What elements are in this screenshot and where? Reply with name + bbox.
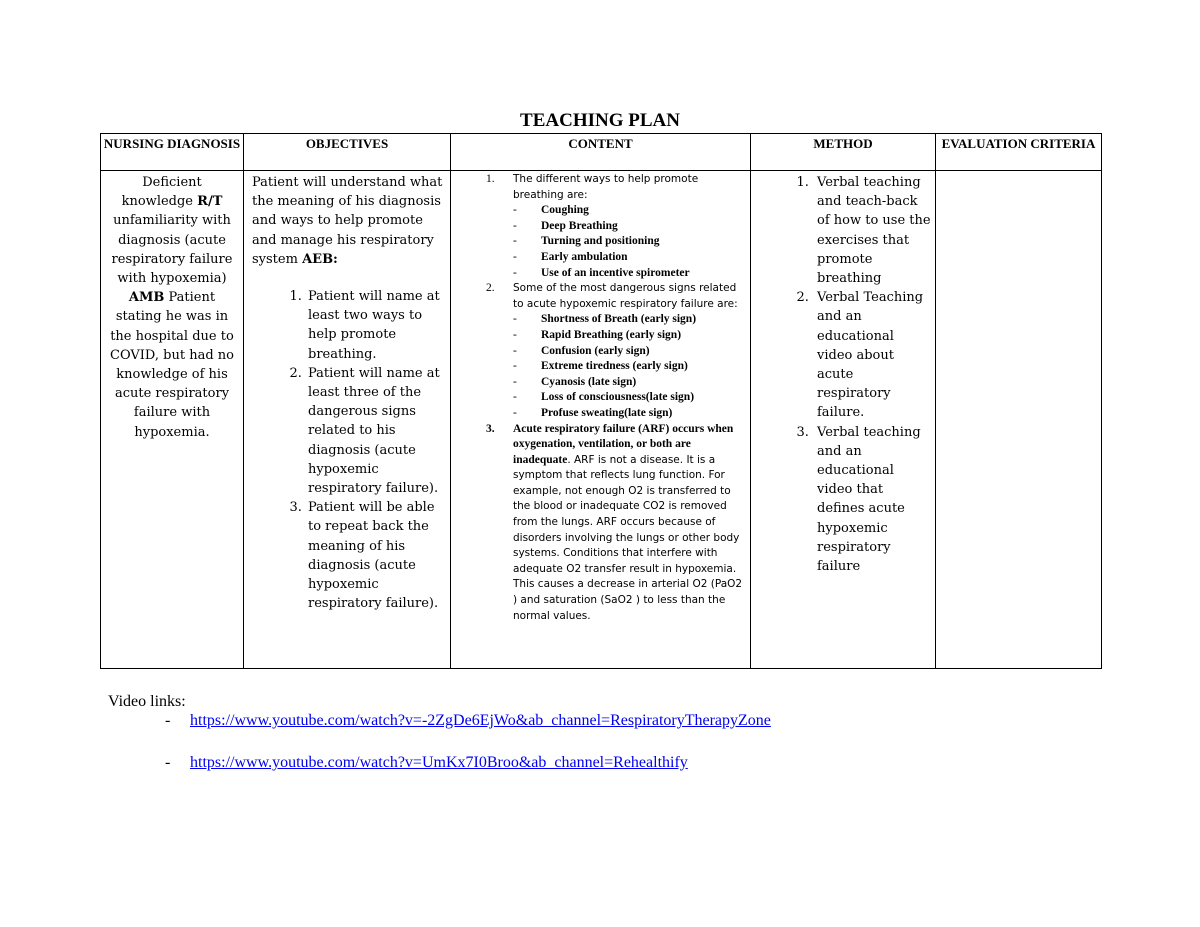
content-cell <box>451 171 751 669</box>
header-method: METHOD <box>751 134 936 171</box>
bullet-dash: - <box>165 712 171 729</box>
list-item: - Extreme tiredness (early sign) <box>513 360 688 373</box>
content-item-2 <box>486 281 746 421</box>
method-list <box>755 173 931 576</box>
content-item-3-text: . ARF is not a disease. It is a symptom that reflects lung function. For example, not enough O2 is transferred to the blood or inadequate CO2 is removed from the lungs. ARF occurs because of disorders involving the lungs or other body systems. Conditions that interfere with adequate O2 transfer result in hypoxemia. This causes a decrease in arterial O2 (PaO2 ) and saturation (SaO2 ) to less than the normal values. <box>513 453 743 622</box>
header-objectives: OBJECTIVES <box>244 134 451 171</box>
danger-signs-list <box>513 312 746 421</box>
objectives-list <box>252 287 446 613</box>
video-link-1[interactable]: https://www.youtube.com/watch?v=-2ZgDe6EjWo&ab_channel=RespiratoryTherapyZone <box>190 712 771 729</box>
content-list <box>457 172 746 624</box>
breathing-ways-list <box>513 203 746 281</box>
list-item: - Loss of consciousness(late sign) <box>513 391 695 404</box>
list-item: - Deep Breathing <box>513 219 618 232</box>
list-item: - Cyanosis (late sign) <box>513 375 637 388</box>
diagnosis-cell <box>101 171 244 669</box>
list-item: - Use of an incentive spirometer <box>513 266 690 279</box>
list-item: - Coughing <box>513 204 589 217</box>
page-title: TEACHING PLAN <box>520 110 680 131</box>
content-number: 3. <box>486 422 495 435</box>
list-item: 2. Patient will name at least three of the dangerous signs related to his diagnosis (acute hypoxemic respiratory failure). <box>306 364 446 498</box>
diagnosis-text-3: Patient stating he was in the hospital due to COVID, but had no knowledge of his acute respiratory failure with hypoxemia. <box>110 290 234 440</box>
method-cell <box>751 171 936 669</box>
diagnosis-text-2: unfamiliarity with diagnosis (acute respiratory failure with hypoxemia) <box>111 213 233 287</box>
header-nursing-diagnosis: NURSING DIAGNOSIS <box>101 134 244 171</box>
header-content: CONTENT <box>451 134 751 171</box>
list-item: 1. Verbal teaching and teach-back of how to use the exercises that promote breathing <box>813 173 931 288</box>
video-link-2[interactable]: https://www.youtube.com/watch?v=UmKx7I0Broo&ab_channel=Rehealthify <box>190 754 688 771</box>
diagnosis-text-1: Deficient knowledge <box>121 175 202 210</box>
diagnosis-rt: R/T <box>197 194 223 210</box>
list-item: - Rapid Breathing (early sign) <box>513 328 682 341</box>
list-item: - Confusion (early sign) <box>513 344 650 357</box>
evaluation-cell <box>936 171 1102 669</box>
bullet-dash: - <box>165 754 171 771</box>
video-links-label: Video links: <box>108 693 186 710</box>
list-item: 2. Verbal Teaching and an educational video about acute respiratory failure. <box>813 288 931 422</box>
content-item-3-bold: Acute respiratory failure (ARF) occurs when oxygenation, ventilation, or both are inadequate <box>513 422 734 466</box>
content-number: 2. <box>486 282 495 295</box>
list-item: - Early ambulation <box>513 250 628 263</box>
content-item-1-intro: The different ways to help promote breathing are: <box>513 173 699 201</box>
table-header-row <box>101 134 1102 171</box>
table-row <box>101 171 1102 669</box>
objectives-aeb: AEB: <box>302 251 338 267</box>
list-item: - Shortness of Breath (early sign) <box>513 313 697 326</box>
objectives-cell <box>244 171 451 669</box>
teaching-plan-table <box>100 133 1102 669</box>
header-evaluation-criteria: EVALUATION CRITERIA <box>936 134 1102 171</box>
list-item: 3. Verbal teaching and an educational video that defines acute hypoxemic respiratory failure <box>813 423 931 577</box>
content-item-3 <box>486 422 746 625</box>
content-number: 1. <box>486 173 495 185</box>
list-item: - Profuse sweating(late sign) <box>513 406 673 419</box>
objectives-intro: Patient will understand what the meaning of his diagnosis and ways to help promote and manage his respiratory system <box>252 175 443 267</box>
list-item: - Turning and positioning <box>513 235 660 248</box>
content-item-2-intro: Some of the most dangerous signs related to acute hypoxemic respiratory failure are: <box>513 282 738 310</box>
content-item-1 <box>486 172 746 281</box>
diagnosis-amb: AMB <box>128 290 165 306</box>
list-item: 3. Patient will be able to repeat back the meaning of his diagnosis (acute hypoxemic respiratory failure). <box>306 498 446 613</box>
list-item: 1. Patient will name at least two ways to help promote breathing. <box>306 287 446 364</box>
